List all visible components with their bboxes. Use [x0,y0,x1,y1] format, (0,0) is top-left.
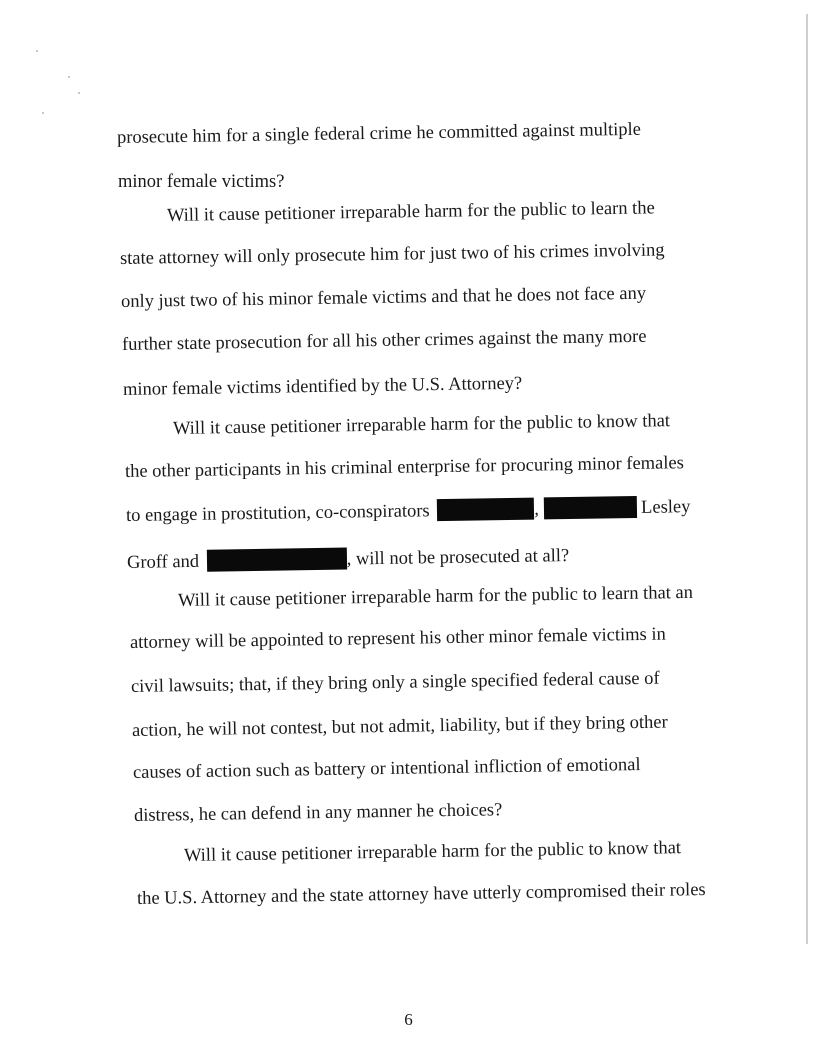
text-line: distress, he can defend in any manner he choices? [133,800,503,826]
text-line: further state prosecution for all his other crimes against the many more [121,326,647,355]
text-line: minor female victims? [118,172,285,192]
text-line-redacted [126,495,691,527]
line-text: , will not be prosecuted at all? [346,546,570,570]
text-line: action, he will not contest, but not admit, liability, but if they bring other [131,712,668,741]
line-text: Groff and [126,551,200,573]
redaction-block [543,496,636,519]
text-line: prosecute him for a single federal crime he committed against multiple [116,119,642,148]
scan-speck [42,112,44,114]
text-line: Will it cause petitioner irreparable harm for the public to know that [172,411,671,439]
scan-speck [36,50,38,52]
line-text: Lesley [640,497,691,518]
scan-edge [806,14,808,944]
text-line: Will it cause petitioner irreparable harm for the public to know that [183,838,682,866]
text-line: causes of action such as battery or intentional infliction of emotional [132,755,641,783]
line-text: to engage in prostitution, co-conspirators [125,501,430,526]
text-line-redacted [127,544,569,574]
text-line: Will it cause petitioner irreparable harm for the public to learn the [166,198,655,226]
scan-speck [78,92,80,94]
text-line: minor female victims identified by the U.S. Attorney? [122,373,523,400]
scan-speck [68,76,70,78]
text-line: Will it cause petitioner irreparable harm for the public to learn that an [177,582,694,611]
redaction-block [437,498,534,522]
text-line: state attorney will only prosecute him for just two of his crimes involving [119,240,665,269]
page-number: 6 [404,1010,413,1029]
redaction-block [207,548,347,572]
text-line: civil lawsuits; that, if they bring only a single specified federal cause of [130,668,660,697]
text-line: only just two of his minor female victims and that he does not face any [120,283,647,312]
text-line: the U.S. Attorney and the state attorney have utterly compromised their roles [136,880,706,909]
text-line: the other participants in his criminal enterprise for procuring minor females [124,453,685,482]
text-line: attorney will be appointed to represent his other minor female victims in [129,624,666,653]
separator: , [534,499,540,520]
